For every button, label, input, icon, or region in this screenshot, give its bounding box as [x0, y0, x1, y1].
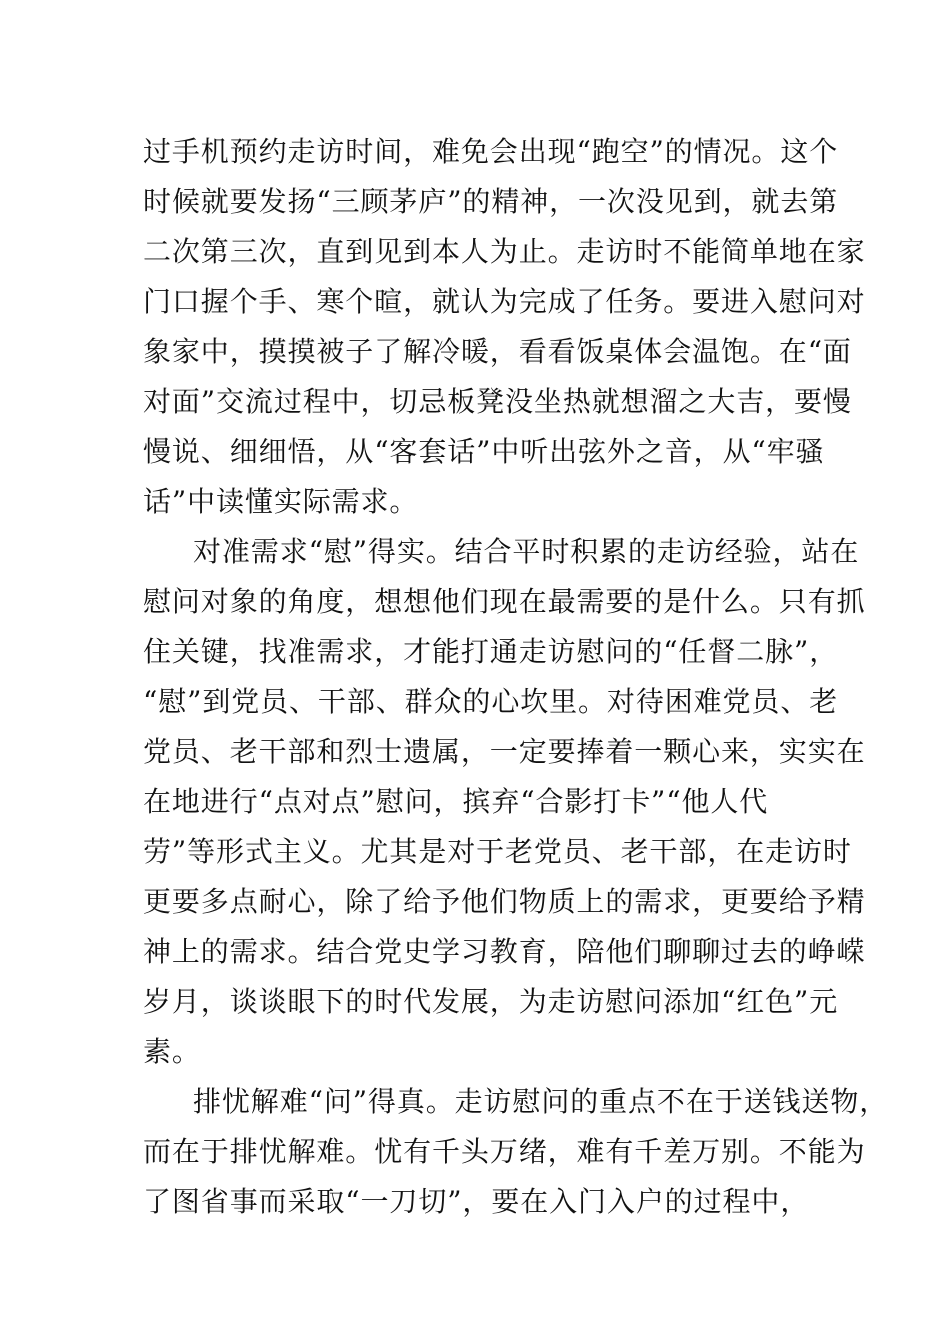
text-line: 劳”等形式主义。尤其是对于老党员、老干部，在走访时 — [143, 835, 852, 868]
text-line: 话”中读懂实际需求。 — [143, 485, 419, 518]
text-line: 门口握个手、寒个暄，就认为完成了任务。要进入慰问对 — [143, 285, 866, 318]
text-line: 二次第三次，直到见到本人为止。走访时不能简单地在家 — [143, 235, 866, 268]
paragraph-visit-continuation — [143, 127, 866, 527]
paragraph-problem-solving — [143, 1077, 889, 1227]
text-line: 排忧解难“问”得真。走访慰问的重点不在于送钱送物， — [193, 1085, 889, 1118]
text-line: 神上的需求。结合党史学习教育，陪他们聊聊过去的峥嵘 — [143, 935, 866, 968]
text-line: 更要多点耐心，除了给予他们物质上的需求，更要给予精 — [143, 885, 866, 918]
paragraph-needs — [143, 527, 866, 1077]
text-line: 对准需求“慰”得实。结合平时积累的走访经验，站在 — [193, 535, 860, 568]
text-line: 住关键，找准需求，才能打通走访慰问的“任督二脉”， — [143, 635, 839, 668]
text-line: 而在于排忧解难。忧有千头万绪，难有千差万别。不能为 — [143, 1135, 866, 1168]
text-line: “慰”到党员、干部、群众的心坎里。对待困难党员、老 — [143, 685, 839, 718]
document-body — [143, 127, 889, 1227]
text-line: 对面”交流过程中，切忌板凳没坐热就想溜之大吉，要慢 — [143, 385, 852, 418]
text-line: 岁月，谈谈眼下的时代发展，为走访慰问添加“红色”元 — [143, 985, 839, 1018]
text-line: 时候就要发扬“三顾茅庐”的精神，一次没见到，就去第 — [143, 185, 839, 218]
text-line: 在地进行“点对点”慰问，摈弃“合影打卡”“他人代 — [143, 785, 769, 818]
text-line: 慰问对象的角度，想想他们现在最需要的是什么。只有抓 — [143, 585, 866, 618]
text-line: 过手机预约走访时间，难免会出现“跑空”的情况。这个 — [143, 135, 839, 168]
text-line: 了图省事而采取“一刀切”，要在入门入户的过程中， — [143, 1185, 810, 1218]
text-line: 慢说、细细悟，从“客套话”中听出弦外之音，从“牢骚 — [143, 435, 825, 468]
text-line: 党员、老干部和烈士遗属，一定要捧着一颗心来，实实在 — [143, 735, 866, 768]
text-line: 象家中，摸摸被子了解冷暖，看看饭桌体会温饱。在“面 — [143, 335, 852, 368]
text-line: 素。 — [143, 1035, 201, 1068]
